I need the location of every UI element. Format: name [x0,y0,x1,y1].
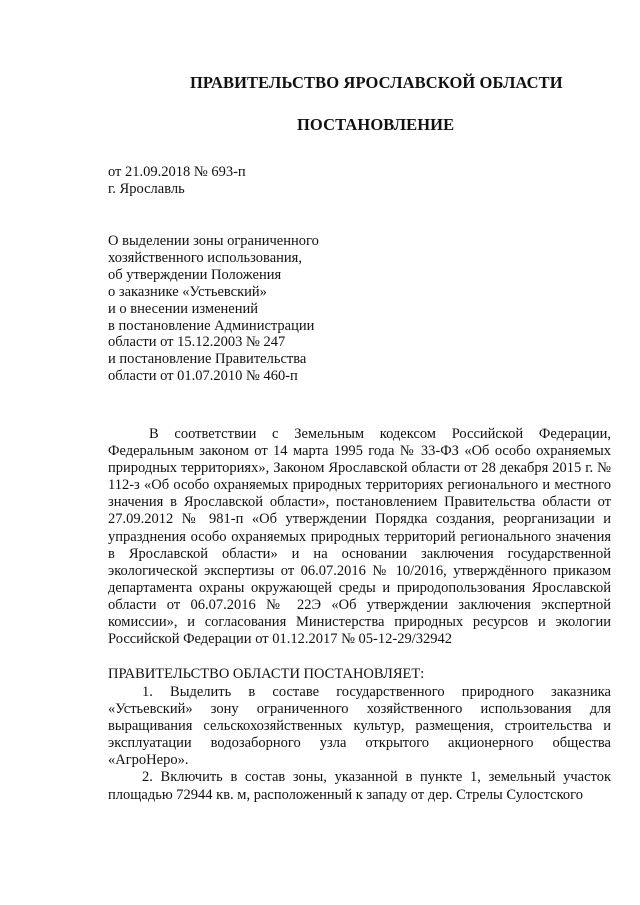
document-type-title: ПОСТАНОВЛЕНИЕ [297,115,455,134]
subject-block [108,233,408,385]
preamble-paragraph: В соответствии с Земельным кодексом Российской Федерации, Федеральным законом от 14 марта 1995 года № 33-ФЗ «Об особо охраняемых природных территориях», Законом Ярославской области от 28 декабря 2015 г. № 112-з «Об особо охраняемых природных территориях регионального и местного значения в Ярославской области», постановлением Правительства области от 27.09.2012 № 981-п «Об утверждении Порядка создания, реорганизации и упразднения особо охраняемых природных территорий регионального значения в Ярославской области» и на основании заключения государственной экологической экспертизы от 06.07.2016 № 10/2016, утверждённого приказом департамента охраны окружающей среды и природопользования Ярославской области от 06.07.2016 № 22Э «Об утверждении заключения экспертной комиссии», и согласования Министерства природных ресурсов и экологии Российской Федерации от 01.12.2017 № 05-12-29/32942 [108,426,611,648]
subject-line: об утверждении Положения [108,266,282,283]
subject-line: в постановление Администрации [108,317,315,334]
subject-line: хозяйственного использования, [108,249,302,266]
subject-line: области от 15.12.2003 № 247 [108,334,286,351]
city: г. Ярославль [108,181,185,197]
subject-line: области от 01.07.2010 № 460-п [108,368,298,385]
item-paragraph: 1. Выделить в составе государственного природного заказника «Устьевский» зону ограниченного хозяйственного использования для выращивания сельскохозяйственных культур, размещения, строительства и эксплуатации водозаборного узла открытого акционерного общества «АгроНеро». [108,684,611,769]
items-block [108,684,611,804]
government-title: ПРАВИТЕЛЬСТВО ЯРОСЛАВСКОЙ ОБЛАСТИ [190,73,563,92]
date-number: от 21.09.2018 № 693-п [108,164,246,180]
item-paragraph: 2. Включить в состав зоны, указанной в пункте 1, земельный участок площадью 72944 кв. м, расположенный к западу от дер. Стрелы Сулостского [108,769,611,803]
subject-line: О выделении зоны ограниченного [108,233,319,249]
decree-heading: ПРАВИТЕЛЬСТВО ОБЛАСТИ ПОСТАНОВЛЯЕТ: [108,666,425,682]
subject-line: и о внесении изменений [108,300,258,317]
subject-line: о заказнике «Устьевский» [108,283,267,300]
subject-line: и постановление Правительства [108,351,307,368]
preamble-block [108,426,611,648]
